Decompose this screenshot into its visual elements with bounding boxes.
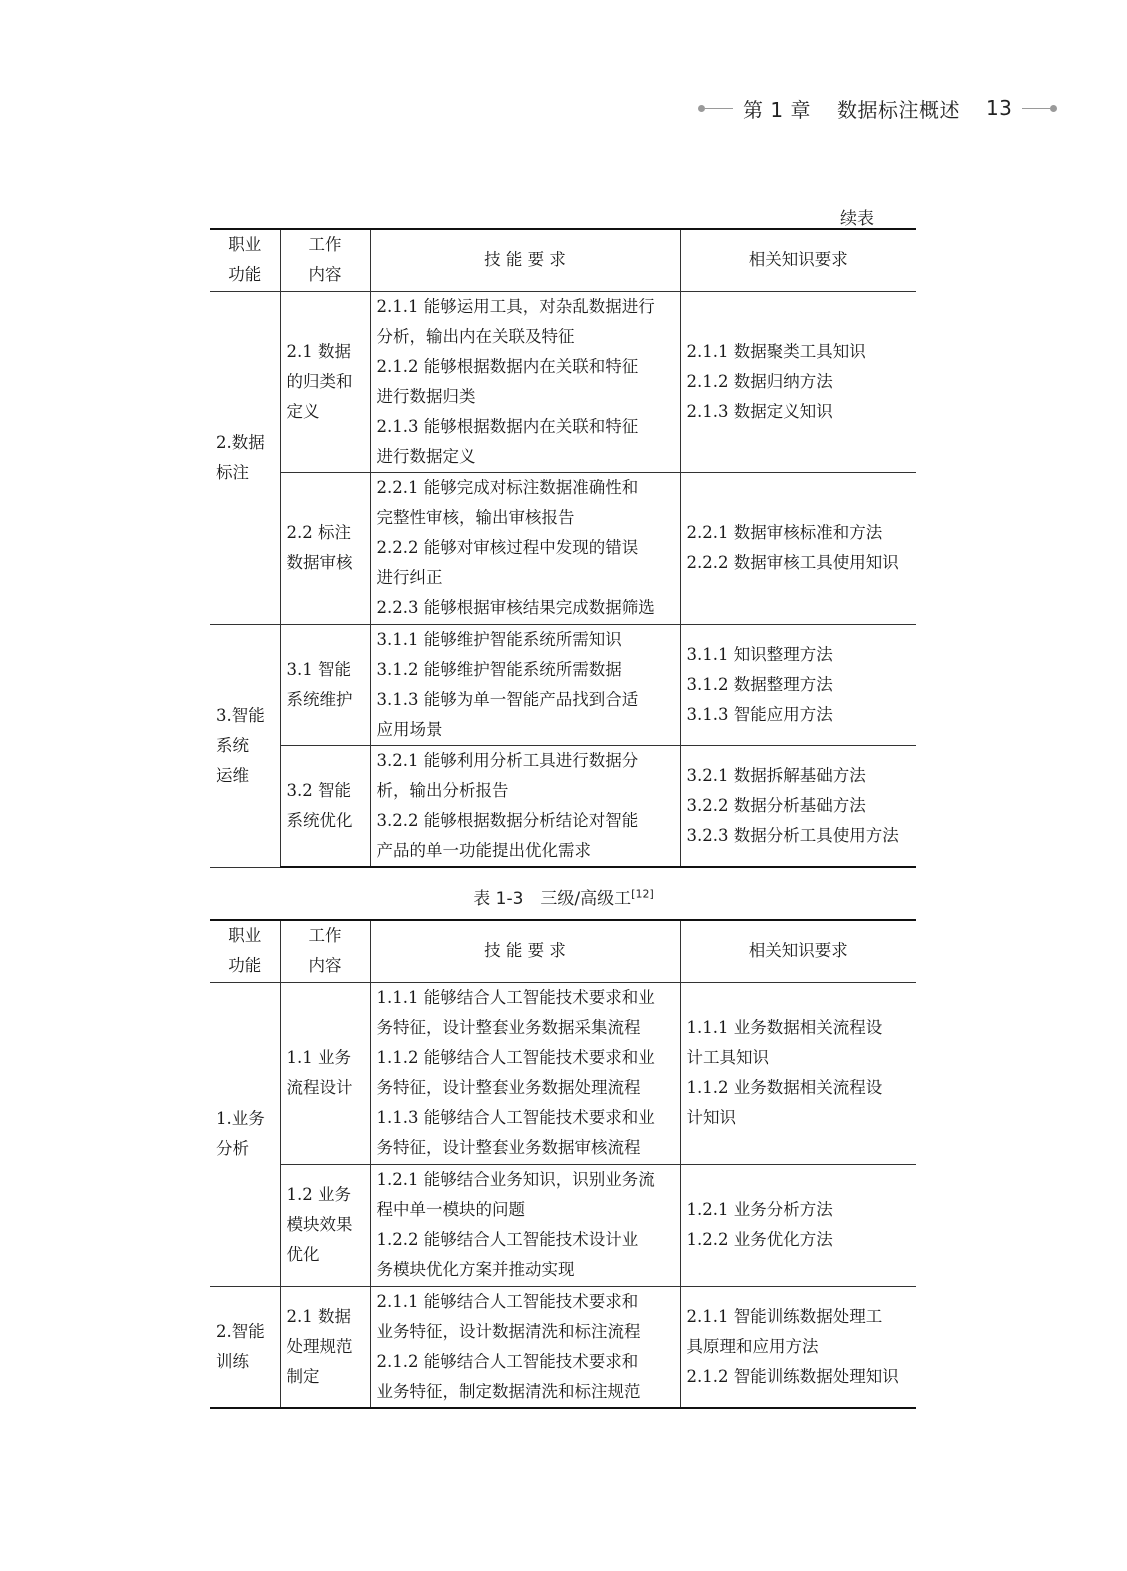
work-cell: 1.2 业务 模块效果 优化 — [280, 1164, 370, 1286]
table-row — [210, 1286, 916, 1408]
skill-cell: 2.1.1 能够运用工具，对杂乱数据进行 分析，输出内在关联及特征 2.1.2 能够根据数据内在关联和特征 进行数据归类 2.1.3 能够根据数据内在关联和特征 进行数据定义 — [370, 291, 680, 472]
table-header-row — [210, 920, 916, 982]
running-head — [698, 92, 1048, 124]
table-header-row — [210, 229, 916, 291]
chapter-label: 第 1 章 — [743, 97, 811, 122]
ornament-line — [1022, 108, 1050, 109]
skills-table-continued — [210, 228, 916, 868]
chapter-title: 数据标注概述 — [836, 97, 960, 122]
table-row — [210, 745, 916, 867]
header-skill: 技 能 要 求 — [370, 229, 680, 291]
ornament-dot — [698, 105, 705, 112]
caption-reference: [12] — [631, 887, 654, 901]
skill-cell: 3.1.1 能够维护智能系统所需知识 3.1.2 能够维护智能系统所需数据 3.1.3 能够为单一智能产品找到合适 应用场景 — [370, 624, 680, 745]
table-row — [210, 1164, 916, 1286]
work-cell: 3.1 智能 系统维护 — [280, 624, 370, 745]
func-cell: 1.业务 分析 — [210, 982, 280, 1286]
continued-label: 续表 — [840, 209, 874, 229]
header-knowledge: 相关知识要求 — [680, 920, 916, 982]
skill-cell: 1.2.1 能够结合业务知识，识别业务流 程中单一模块的问题 1.2.2 能够结合人工智能技术设计业 务模块优化方案并推动实现 — [370, 1164, 680, 1286]
knowledge-cell: 1.1.1 业务数据相关流程设 计工具知识 1.1.2 业务数据相关流程设 计知识 — [680, 982, 916, 1164]
skill-cell: 3.2.1 能够利用分析工具进行数据分 析，输出分析报告 3.2.2 能够根据数据分析结论对智能 产品的单一功能提出优化需求 — [370, 745, 680, 867]
work-cell: 2.1 数据 处理规范 制定 — [280, 1286, 370, 1408]
knowledge-cell: 1.2.1 业务分析方法 1.2.2 业务优化方法 — [680, 1164, 916, 1286]
header-func: 职业 功能 — [210, 920, 280, 982]
header-func: 职业 功能 — [210, 229, 280, 291]
func-cell: 3.智能 系统 运维 — [210, 624, 280, 867]
table-row — [210, 982, 916, 1164]
ornament-line — [705, 108, 733, 109]
skill-cell: 2.1.1 能够结合人工智能技术要求和 业务特征，设计数据清洗和标注流程 2.1.2 能够结合人工智能技术要求和 业务特征，制定数据清洗和标注规范 — [370, 1286, 680, 1408]
work-cell: 1.1 业务 流程设计 — [280, 982, 370, 1164]
knowledge-cell: 3.2.1 数据拆解基础方法 3.2.2 数据分析基础方法 3.2.3 数据分析工具使用方法 — [680, 745, 916, 867]
knowledge-cell: 2.2.1 数据审核标准和方法 2.2.2 数据审核工具使用知识 — [680, 472, 916, 624]
knowledge-cell: 3.1.1 知识整理方法 3.1.2 数据整理方法 3.1.3 智能应用方法 — [680, 624, 916, 745]
table-row — [210, 624, 916, 745]
header-knowledge: 相关知识要求 — [680, 229, 916, 291]
skills-table-level3 — [210, 919, 916, 1409]
knowledge-cell: 2.1.1 数据聚类工具知识 2.1.2 数据归纳方法 2.1.3 数据定义知识 — [680, 291, 916, 472]
work-cell: 2.1 数据 的归类和 定义 — [280, 291, 370, 472]
table-row — [210, 291, 916, 472]
ornament-dot — [1050, 105, 1057, 112]
func-cell: 2.数据 标注 — [210, 291, 280, 624]
func-cell: 2.智能 训练 — [210, 1286, 280, 1408]
work-cell: 3.2 智能 系统优化 — [280, 745, 370, 867]
table-caption: 表 1-3 三级/高级工[12] — [473, 887, 654, 909]
header-skill: 技 能 要 求 — [370, 920, 680, 982]
page-number: 13 — [985, 96, 1013, 120]
table-row — [210, 472, 916, 624]
header-work: 工作 内容 — [280, 229, 370, 291]
knowledge-cell: 2.1.1 智能训练数据处理工 具原理和应用方法 2.1.2 智能训练数据处理知识 — [680, 1286, 916, 1408]
header-work: 工作 内容 — [280, 920, 370, 982]
skill-cell: 2.2.1 能够完成对标注数据准确性和 完整性审核，输出审核报告 2.2.2 能够对审核过程中发现的错误 进行纠正 2.2.3 能够根据审核结果完成数据筛选 — [370, 472, 680, 624]
skill-cell: 1.1.1 能够结合人工智能技术要求和业 务特征，设计整套业务数据采集流程 1.1.2 能够结合人工智能技术要求和业 务特征，设计整套业务数据处理流程 1.1.3 能够结合人工智能技术要求和业 务特征，设计整套业务数据审核流程 — [370, 982, 680, 1164]
work-cell: 2.2 标注 数据审核 — [280, 472, 370, 624]
